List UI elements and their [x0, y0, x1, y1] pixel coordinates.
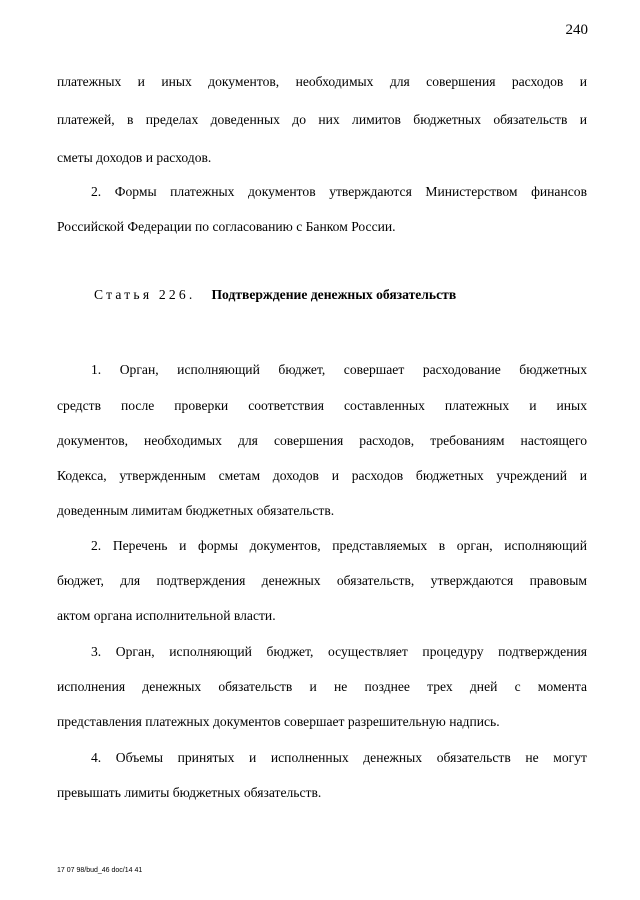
- text-line: платежных и иных документов, необходимых для совершения расходов и: [57, 74, 587, 89]
- article-title: Подтверждение денежных обязательств: [211, 287, 457, 302]
- page-number: 240: [565, 22, 588, 38]
- text-line: Кодекса, утвержденным сметам доходов и расходов бюджетных учреждений и: [57, 468, 587, 483]
- article-label: Статья 226.: [94, 287, 196, 302]
- text-line: актом органа исполнительной власти.: [57, 608, 276, 623]
- text-line: документов, необходимых для совершения расходов, требованиям настоящего: [57, 433, 587, 448]
- text-line: 1. Орган, исполняющий бюджет, совершает расходование бюджетных: [91, 362, 587, 377]
- text-line: 2. Перечень и формы документов, представляемых в орган, исполняющий: [91, 538, 587, 553]
- text-line: Российской Федерации по согласованию с Банком России.: [57, 219, 396, 234]
- footer-file-reference: 17 07 98/bud_46 doc/14 41: [57, 867, 143, 874]
- text-line: средств после проверки соответствия составленных платежных и иных: [57, 398, 587, 413]
- text-line: бюджет, для подтверждения денежных обязательств, утверждаются правовым: [57, 573, 587, 588]
- text-line: 2. Формы платежных документов утверждаются Министерством финансов: [91, 184, 587, 199]
- article-heading: [94, 287, 456, 303]
- text-line: доведенным лимитам бюджетных обязательств.: [57, 503, 335, 518]
- text-line: платежей, в пределах доведенных до них лимитов бюджетных обязательств и: [57, 112, 587, 127]
- text-line: исполнения денежных обязательств и не позднее трех дней с момента: [57, 679, 587, 694]
- text-line: 3. Орган, исполняющий бюджет, осуществляет процедуру подтверждения: [91, 644, 587, 659]
- text-line: превышать лимиты бюджетных обязательств.: [57, 785, 322, 800]
- text-line: сметы доходов и расходов.: [57, 150, 212, 165]
- text-line: 4. Объемы принятых и исполненных денежных обязательств не могут: [91, 750, 587, 765]
- text-line: представления платежных документов совершает разрешительную надпись.: [57, 714, 500, 729]
